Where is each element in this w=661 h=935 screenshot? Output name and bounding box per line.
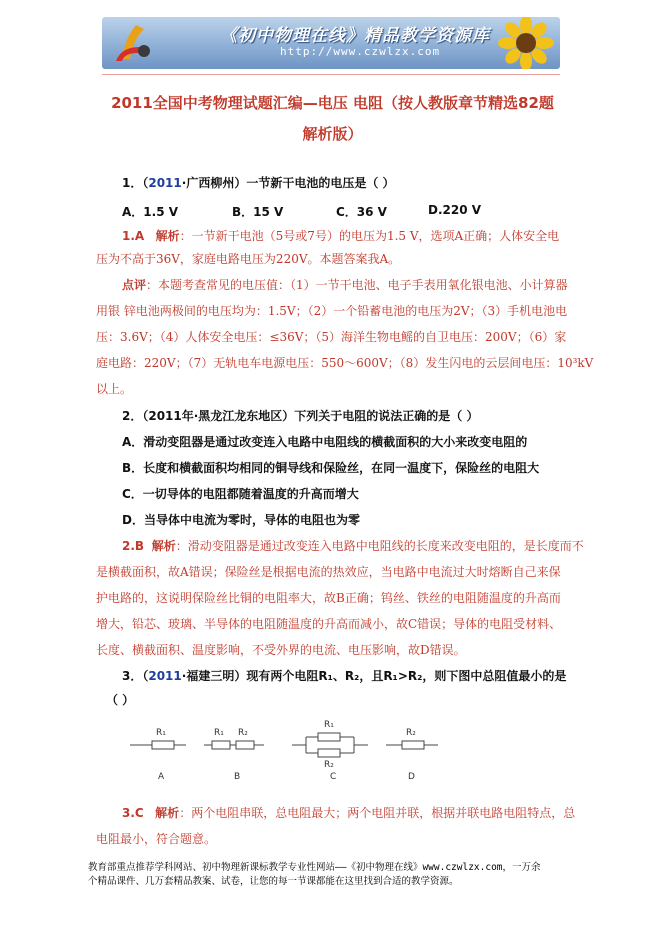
- sunflower-icon: [486, 17, 556, 69]
- banner-title: 《初中物理在线》精品教学资源库: [220, 26, 490, 46]
- circuit-d-r2-label: R₂: [406, 728, 416, 738]
- circuit-a-r1-label: R₁: [156, 728, 166, 738]
- q3-analysis-l2: 电阻最小，符合题意。: [96, 832, 217, 846]
- q2-option-c: C．一切导体的电阻都随着温度的升高而增大: [122, 487, 359, 501]
- circuit-b-letter: B: [234, 772, 241, 782]
- page-title-cont: 解析版）: [302, 125, 363, 143]
- q1-option-c: C．36 V: [336, 205, 387, 219]
- q2-analysis-l2: 是横截面积，故A错误；保险丝是根据电流的热效应，当电路中电流过大时熔断自己来保: [96, 565, 561, 579]
- q1-option-a: A．1.5 V: [122, 205, 179, 219]
- q1-comment-l5: 以上。: [96, 382, 133, 396]
- q3-circuit-diagrams: [120, 718, 560, 788]
- header-banner: [102, 17, 560, 69]
- q3-stem: 3．（2011·福建三明）现有两个电阻R₁、R₂，且R₁>R₂，则下图中总阻值最小的是: [122, 669, 567, 683]
- circuit-b-r2-label: R₂: [238, 728, 248, 738]
- circuit-d-letter: D: [408, 772, 415, 782]
- q2-option-a: A．滑动变阻器是通过改变连入电路中电阻线的横截面积的大小来改变电阻的: [122, 435, 528, 449]
- site-logo-icon: [106, 21, 160, 65]
- q1-analysis-l2: 压为不高于36V，家庭电路电压为220V。本题答案我A。: [96, 252, 401, 266]
- q2-analysis-l3: 护电路的，这说明保险丝比铜的电阻率大，故B正确；钨丝、铁丝的电阻随温度的升高而: [96, 591, 561, 605]
- q1-stem: 1．（2011·广西柳州）一节新干电池的电压是（ ）: [122, 176, 395, 190]
- q2-analysis-l4: 增大，铅芯、玻璃、半导体的电阻随温度的升高而减小，故C错误；导体的电阻受材料、: [96, 617, 562, 631]
- q1-comment-l2: 用银 锌电池两极间的电压均为：1.5V；（2）一个铅蓄电池的电压为2V；（3）手机电池电: [96, 304, 568, 318]
- circuit-c-r1-label: R₁: [324, 720, 334, 730]
- q2-analysis: 2.B 解析：滑动变阻器是通过改变连入电路中电阻线的长度来改变电阻的，是长度而不: [122, 539, 584, 553]
- header-divider: [102, 74, 560, 75]
- q3-analysis: 3.C 解析：两个电阻串联，总电阻最大；两个电阻并联，根据并联电路电阻特点，总: [122, 806, 576, 820]
- q1-analysis: 1.A 解析：一节新干电池（5号或7号）的电压为1.5 V，选项A正确；人体安全电: [122, 229, 560, 243]
- q3-bracket: （ ）: [106, 693, 135, 707]
- q2-option-b: B．长度和横截面积均相同的铜导线和保险丝，在同一温度下，保险丝的电阻大: [122, 461, 540, 475]
- circuit-b-r1-label: R₁: [214, 728, 224, 738]
- q1-comment-l3: 压：3.6V；（4）人体安全电压：≤36V；（5）海洋生物电鳐的自卫电压：200V；（6）家: [96, 330, 567, 344]
- page-title: 2011全国中考物理试题汇编—电压 电阻（按人教版章节精选82题: [111, 94, 554, 112]
- q2-stem: 2．（2011年·黑龙江龙东地区）下列关于电阻的说法正确的是（ ）: [122, 409, 479, 423]
- q1-option-d: D.220 V: [428, 203, 482, 217]
- banner-url[interactable]: http://www.czwlzx.com: [280, 45, 441, 58]
- circuit-c-letter: C: [330, 772, 337, 782]
- circuit-a-letter: A: [158, 772, 165, 782]
- q1-comment: 点评：本题考查常见的电压值：（1）一节干电池、电子手表用氧化银电池、小计算器: [122, 278, 568, 292]
- footer-line-2: 个精品课件、几万套精品教案、试卷，让您的每一节课都能在这里找到合适的教学资源。: [88, 876, 459, 887]
- q2-option-d: D．当导体中电流为零时，导体的电阻也为零: [122, 513, 360, 527]
- q1-comment-l4: 庭电路：220V；（7）无轨电车电源电压：550～600V；（8）发生闪电的云层间电压：10³kV: [96, 356, 594, 370]
- footer-line-1: 教育部重点推荐学科网站、初中物理新课标教学专业性网站——《初中物理在线》www.czwlzx.com，一万余: [88, 862, 541, 873]
- q2-analysis-l5: 长度、横截面积、温度影响，不受外界的电流、电压影响，故D错误。: [96, 643, 466, 657]
- circuit-c-r2-label: R₂: [324, 760, 334, 770]
- q1-option-b: B．15 V: [232, 205, 284, 219]
